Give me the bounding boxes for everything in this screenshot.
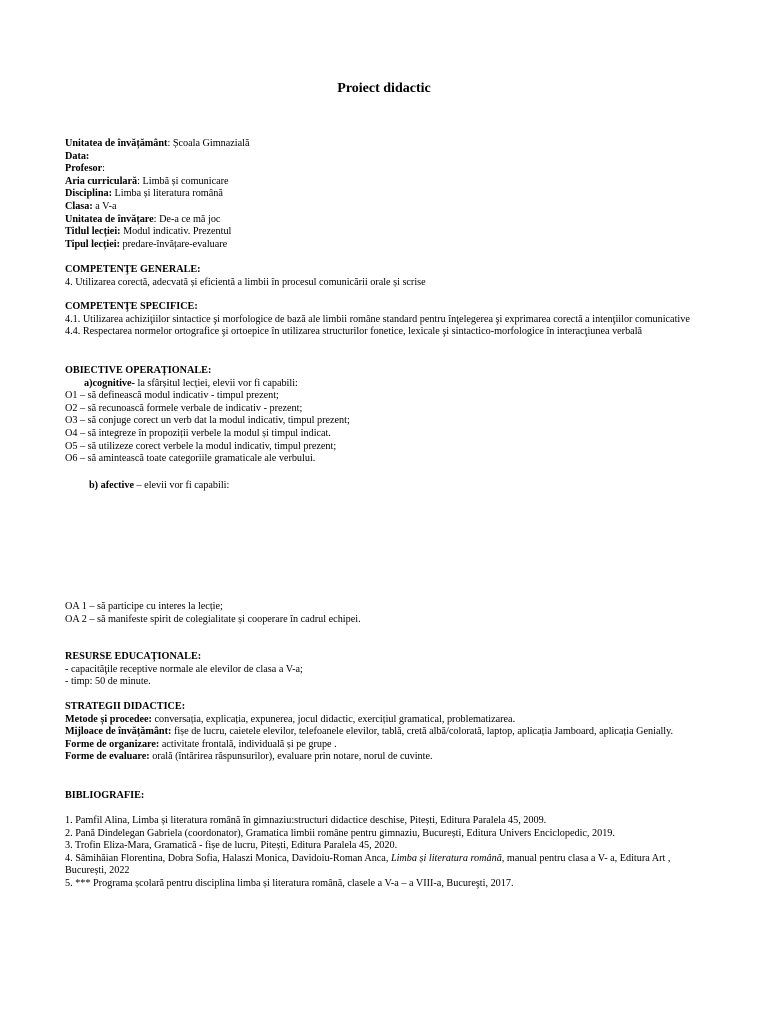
bibliography-item: 4. Sâmihăian Florentina, Dobra Sofia, Halaszi Monica, Davidoiu-Roman Anca, Limba și literatura română, manual pentru clasa a V- a, Editura Art , București, 2022 bbox=[65, 852, 671, 877]
strategies-section bbox=[65, 701, 705, 764]
info-label: Profesor bbox=[65, 163, 103, 175]
info-label: Aria curriculară bbox=[65, 175, 138, 187]
info-row: Unitatea de învățare: De-a ce mă joc bbox=[65, 213, 221, 225]
competence-item: 4. Utilizarea corectă, adecvată și eficientă a limbii în procesul comunicării orale și scrise bbox=[65, 276, 426, 288]
info-label: Titlul lecției: bbox=[65, 226, 121, 238]
objectives-section bbox=[65, 365, 705, 466]
objective-item: O4 – să integreze în propoziții verbele la modul și timpul indicat. bbox=[65, 427, 331, 439]
info-value: Școala Gimnazială bbox=[172, 138, 250, 149]
objective-item: O6 – să amintească toate categoriile gramaticale ale verbului. bbox=[65, 453, 316, 465]
info-value: a V-a bbox=[95, 200, 117, 212]
info-row: Unitatea de învățământ: Școala Gimnazială bbox=[65, 138, 250, 149]
strategy-item: Metode și procedee: conversația, explicația, expunerea, jocul didactic, exercițiul gramatical, problematizarea. bbox=[65, 713, 516, 725]
affective-objectives bbox=[65, 601, 705, 626]
cognitive-intro: a)cognitive- la sfârșitul lecției, elevii vor fi capabili: bbox=[84, 377, 298, 389]
page-title: Proiect didactic bbox=[337, 81, 431, 96]
objective-item: O1 – să definească modul indicativ - timpul prezent; bbox=[65, 390, 279, 402]
info-label: Data: bbox=[65, 150, 90, 162]
general-competences-section bbox=[65, 264, 705, 289]
bibliography-list bbox=[65, 815, 705, 891]
resources-section bbox=[65, 651, 705, 689]
info-label: Unitatea de învățare bbox=[65, 213, 154, 225]
bibliography-section bbox=[65, 790, 705, 803]
lesson-info bbox=[65, 138, 705, 251]
resource-item: - capacităţile receptive normale ale elevilor de clasa a V-a; bbox=[65, 663, 303, 675]
bibliography-item: 5. *** Programa școlară pentru disciplina limba și literatura română, clasele a V-a – a VIII-a, Bucureşti, 2017. bbox=[65, 877, 514, 889]
info-label: Tipul lecției: bbox=[65, 238, 120, 250]
objective-item: OA 2 – să manifeste spirit de colegialitate și cooperare în cadrul echipei. bbox=[65, 613, 361, 625]
info-label: Disciplina: bbox=[65, 188, 112, 200]
info-row bbox=[65, 188, 705, 201]
section-heading: RESURSE EDUCAȚIONALE: bbox=[65, 651, 202, 662]
bibliography-item: 1. Pamfil Alina, Limba și literatura română în gimnaziu:structuri didactice deschise, Pitești, Editura Paralela 45, 2009. bbox=[65, 815, 547, 826]
competence-item: 4.4. Respectarea normelor ortografice şi ortoepice în utilizarea structurilor fonetice, lexicale şi sintactico-morfologice în interacţiunea verbală bbox=[65, 326, 643, 338]
section-heading: BIBLIOGRAFIE: bbox=[65, 790, 145, 801]
info-row bbox=[65, 239, 705, 252]
objective-item: OA 1 – să participe cu interes la lecție; bbox=[65, 601, 223, 612]
competence-item: 4.1. Utilizarea achiziţiilor sintactice şi morfologice de bază ale limbii române standard pentru înţelegerea şi exprimarea corectă a intenţiilor comunicative bbox=[65, 313, 690, 325]
info-value: Limbă și comunicare bbox=[142, 175, 229, 187]
info-value: predare-învățare-evaluare bbox=[122, 238, 228, 250]
info-value: Modul indicativ. Prezentul bbox=[123, 226, 232, 238]
section-heading: COMPETENŢE GENERALE: bbox=[65, 264, 201, 275]
section-heading: COMPETENŢE SPECIFICE: bbox=[65, 301, 198, 312]
strategy-item: Mijloace de învățământ: fișe de lucru, caietele elevilor, telefoanele elevilor, tablă, cretă albă/colorată, laptop, aplicația Jamboard, aplicația Genially. bbox=[65, 726, 674, 738]
objective-item: O5 – să utilizeze corect verbele la modul indicativ, timpul prezent; bbox=[65, 440, 337, 452]
objective-item: O2 – să recunoască formele verbale de indicativ - prezent; bbox=[65, 402, 303, 414]
specific-competences-section bbox=[65, 301, 705, 339]
affective-intro: b) afective – elevii vor fi capabili: bbox=[89, 480, 230, 491]
info-row: Aria curriculară: Limbă și comunicare bbox=[65, 175, 229, 187]
info-label: Unitatea de învățământ bbox=[65, 138, 168, 149]
info-value: Limba și literatura română bbox=[114, 188, 223, 200]
resource-item: - timp: 50 de minute. bbox=[65, 676, 151, 688]
bibliography-item: 3. Trofin Eliza-Mara, Gramatică - fișe de lucru, Pitești, Editura Paralela 45, 2020. bbox=[65, 840, 398, 852]
info-value: De-a ce mă joc bbox=[159, 213, 221, 225]
info-row bbox=[65, 151, 705, 164]
info-row bbox=[65, 226, 705, 239]
strategy-item: Forme de organizare: activitate frontală, individuală și pe grupe . bbox=[65, 738, 337, 750]
strategy-item: Forme de evaluare: orală (întărirea răspunsurilor), evaluare prin notare, norul de cuvinte. bbox=[65, 751, 433, 763]
section-heading: STRATEGII DIDACTICE: bbox=[65, 701, 186, 712]
objective-item: O3 – să conjuge corect un verb dat la modul indicativ, timpul prezent; bbox=[65, 415, 350, 427]
section-heading: OBIECTIVE OPERAȚIONALE: bbox=[65, 365, 212, 376]
bibliography-item: 2. Pană Dindelegan Gabriela (coordonator), Gramatica limbii române pentru gimnaziu, București, Editura Univers Enciclopedic, 2019. bbox=[65, 827, 615, 839]
info-label: Clasa: bbox=[65, 200, 93, 212]
info-row bbox=[65, 201, 705, 214]
info-row: Profesor: bbox=[65, 163, 105, 175]
